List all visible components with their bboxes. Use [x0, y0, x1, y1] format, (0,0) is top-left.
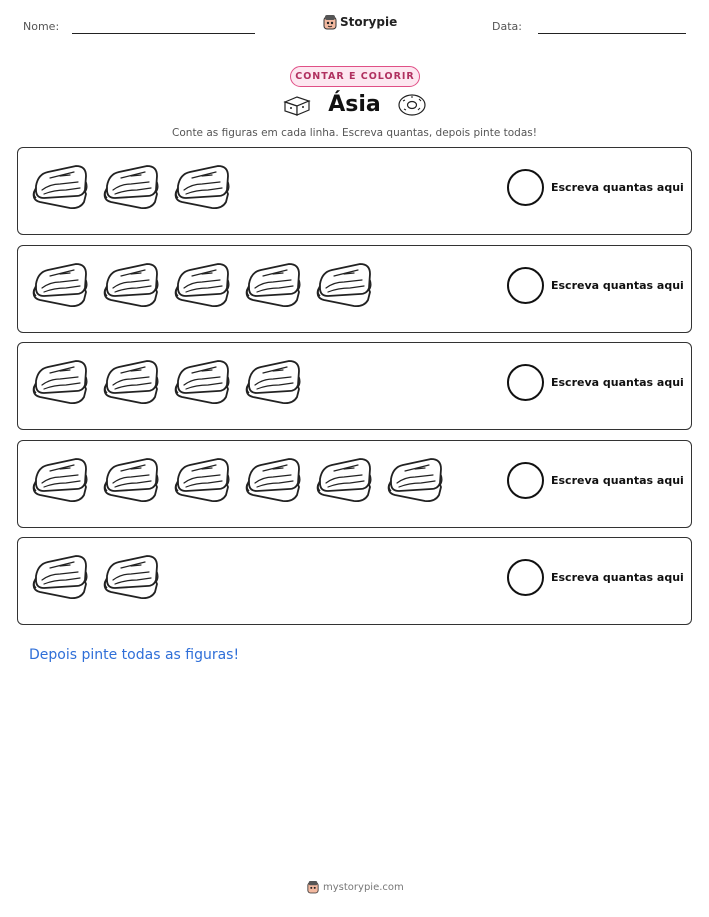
counting-row-3	[17, 342, 692, 430]
tofu-block-icon	[282, 93, 312, 117]
folded-towel-icon	[172, 455, 230, 503]
answer-circle[interactable]	[507, 267, 544, 304]
folded-towel-icon	[385, 455, 443, 503]
answer-circle[interactable]	[507, 462, 544, 499]
answer-circle[interactable]	[507, 169, 544, 206]
folded-towel-icon	[101, 357, 159, 405]
answer-circle[interactable]	[507, 559, 544, 596]
answer-label: Escreva quantas aqui	[551, 474, 684, 487]
folded-towel-icon	[314, 455, 372, 503]
answer-circle[interactable]	[507, 364, 544, 401]
folded-towel-icon	[243, 260, 301, 308]
storypie-mascot-small-icon	[307, 880, 319, 894]
folded-towel-icon	[30, 162, 88, 210]
figure-group	[30, 260, 372, 308]
page-title: Ásia	[328, 92, 381, 117]
folded-towel-icon	[172, 162, 230, 210]
folded-towel-icon	[172, 260, 230, 308]
figure-group	[30, 455, 443, 503]
figure-group	[30, 552, 159, 600]
folded-towel-icon	[30, 260, 88, 308]
folded-towel-icon	[101, 552, 159, 600]
folded-towel-icon	[243, 455, 301, 503]
folded-towel-icon	[30, 552, 88, 600]
folded-towel-icon	[172, 357, 230, 405]
title-row	[0, 92, 709, 117]
date-label: Data:	[492, 20, 522, 33]
name-label: Nome:	[23, 20, 60, 33]
counting-row-2	[17, 245, 692, 333]
folded-towel-icon	[243, 357, 301, 405]
activity-badge: CONTAR E COLORIR	[290, 66, 420, 87]
counting-row-4	[17, 440, 692, 528]
answer-label: Escreva quantas aqui	[551, 279, 684, 292]
counting-row-5	[17, 537, 692, 625]
folded-towel-icon	[101, 162, 159, 210]
site-url: mystorypie.com	[323, 881, 404, 893]
answer-label: Escreva quantas aqui	[551, 181, 684, 194]
folded-towel-icon	[314, 260, 372, 308]
donut-icon	[397, 93, 427, 117]
figure-group	[30, 357, 301, 405]
counting-row-1	[17, 147, 692, 235]
storypie-mascot-icon	[323, 14, 337, 30]
site-footer	[307, 880, 404, 894]
instructions: Conte as figuras em cada linha. Escreva quantas, depois pinte todas!	[172, 127, 537, 139]
folded-towel-icon	[101, 455, 159, 503]
brand-name: Storypie	[340, 15, 398, 29]
footer-note: Depois pinte todas as figuras!	[29, 647, 240, 663]
date-line[interactable]	[538, 33, 686, 34]
answer-label: Escreva quantas aqui	[551, 571, 684, 584]
name-line[interactable]	[72, 33, 255, 34]
folded-towel-icon	[30, 455, 88, 503]
figure-group	[30, 162, 230, 210]
folded-towel-icon	[101, 260, 159, 308]
brand-logo	[323, 14, 397, 30]
answer-label: Escreva quantas aqui	[551, 376, 684, 389]
folded-towel-icon	[30, 357, 88, 405]
